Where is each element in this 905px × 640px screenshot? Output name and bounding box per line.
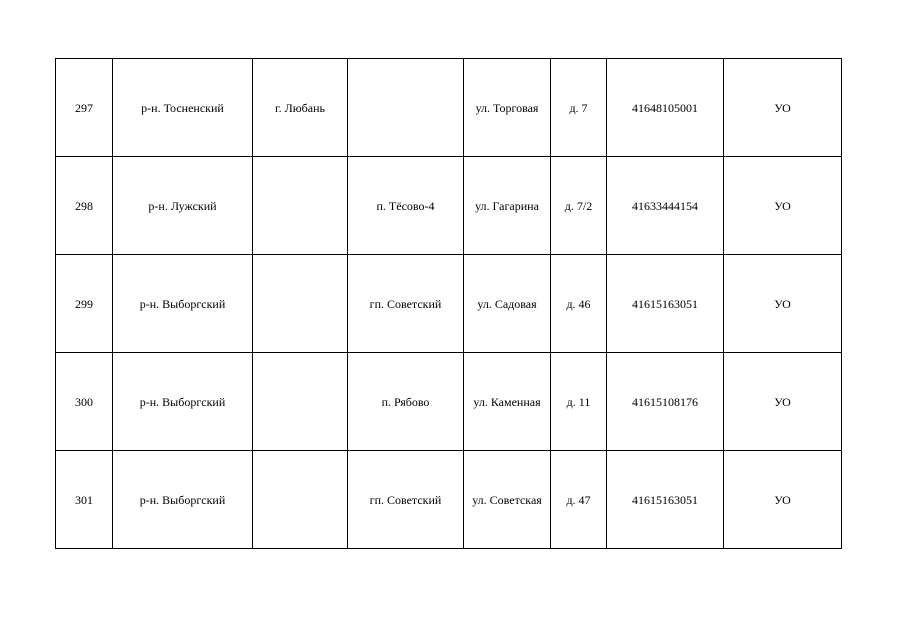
code-cell: 41648105001 (607, 59, 724, 157)
city-cell (253, 353, 348, 451)
type-cell: УО (724, 157, 842, 255)
street-cell: ул. Садовая (464, 255, 551, 353)
address-table (55, 58, 842, 549)
city-cell: г. Любань (253, 59, 348, 157)
table-row (56, 255, 842, 353)
row-number: 297 (56, 59, 113, 157)
row-number: 299 (56, 255, 113, 353)
house-cell: д. 46 (551, 255, 607, 353)
table-row (56, 59, 842, 157)
code-cell: 41615163051 (607, 255, 724, 353)
code-cell: 41615108176 (607, 353, 724, 451)
district-cell: р-н. Выборгский (113, 353, 253, 451)
street-cell: ул. Торговая (464, 59, 551, 157)
city-cell (253, 451, 348, 549)
district-cell: р-н. Тосненский (113, 59, 253, 157)
table-row (56, 353, 842, 451)
row-number: 300 (56, 353, 113, 451)
table-row (56, 451, 842, 549)
district-cell: р-н. Выборгский (113, 451, 253, 549)
house-cell: д. 47 (551, 451, 607, 549)
code-cell: 41615163051 (607, 451, 724, 549)
district-cell: р-н. Лужский (113, 157, 253, 255)
code-cell: 41633444154 (607, 157, 724, 255)
street-cell: ул. Советская (464, 451, 551, 549)
row-number: 298 (56, 157, 113, 255)
settlement-cell: гп. Советский (348, 451, 464, 549)
city-cell (253, 157, 348, 255)
settlement-cell (348, 59, 464, 157)
city-cell (253, 255, 348, 353)
street-cell: ул. Гагарина (464, 157, 551, 255)
settlement-cell: п. Тёсово-4 (348, 157, 464, 255)
street-cell: ул. Каменная (464, 353, 551, 451)
type-cell: УО (724, 353, 842, 451)
house-cell: д. 7/2 (551, 157, 607, 255)
table-row (56, 157, 842, 255)
settlement-cell: п. Рябово (348, 353, 464, 451)
district-cell: р-н. Выборгский (113, 255, 253, 353)
house-cell: д. 11 (551, 353, 607, 451)
type-cell: УО (724, 59, 842, 157)
type-cell: УО (724, 255, 842, 353)
house-cell: д. 7 (551, 59, 607, 157)
settlement-cell: гп. Советский (348, 255, 464, 353)
row-number: 301 (56, 451, 113, 549)
type-cell: УО (724, 451, 842, 549)
